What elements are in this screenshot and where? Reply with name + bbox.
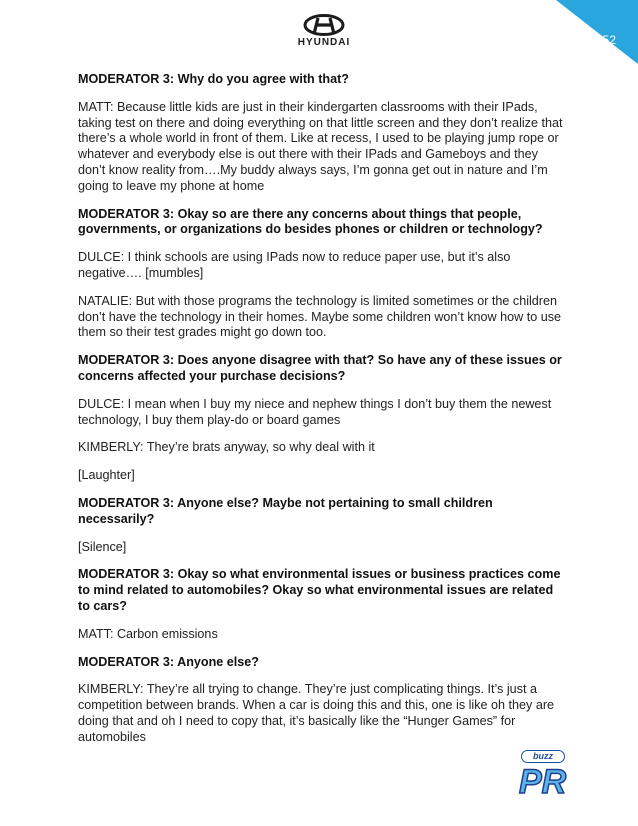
buzz-pr-logo-icon	[519, 750, 565, 814]
moderator-question: MODERATOR 3: Why do you agree with that?	[78, 72, 350, 86]
participant-response: [Silence]	[78, 539, 127, 554]
brand-small-text: buzz	[521, 750, 565, 763]
participant-response: DULCE: I mean when I buy my niece and nephew things I don’t buy them the newest technology, I buy them play-do or board games	[78, 396, 552, 427]
participant-response: DULCE: I think schools are using IPads now to reduce paper use, but it’s also negative…. [mumbles]	[78, 250, 511, 280]
header-logo	[284, 14, 364, 48]
participant-response: NATALIE: But with those programs the technology is limited sometimes or the children don’t have the technology in their homes. Maybe some children won’t know how to use them so their test grades might go down too.	[78, 293, 562, 340]
moderator-question: MODERATOR 3: Okay so what environmental issues or business practices come to mind related to automobiles? Okay so what environmental issues are related to cars?	[78, 567, 561, 613]
participant-response: MATT: Carbon emissions	[78, 626, 218, 641]
moderator-question: MODERATOR 3: Anyone else?	[78, 654, 260, 669]
transcript-body	[78, 72, 564, 758]
participant-response: MATT: Because little kids are just in their kindergarten classrooms with their IPads, taking test on there and doing everything on that little screen and they don’t realize that there’s a whole world in front of them. Like at recess, I used to be playing jump rope or whatever and everybody else is out there with their IPads and Gameboys and they don’t know reality from….My buddy always says, I’m gonna get out in nature and I’m going to leave my phone at home	[78, 99, 563, 193]
brand-big-text: PR	[519, 763, 567, 801]
page-number: 52	[602, 33, 616, 47]
participant-response: KIMBERLY: They’re brats anyway, so why deal with it	[78, 440, 375, 455]
participant-response: [Laughter]	[78, 468, 135, 483]
page-corner-tab	[556, 0, 638, 64]
hyundai-logo-icon	[303, 14, 345, 36]
moderator-question: MODERATOR 3: Anyone else? Maybe not pertaining to small children necessarily?	[78, 495, 493, 526]
moderator-question: MODERATOR 3: Does anyone disagree with that? So have any of these issues or concerns affected your purchase decisions?	[78, 353, 562, 383]
moderator-question: MODERATOR 3: Okay so are there any concerns about things that people, governments, or organizations do besides phones or children or technology?	[78, 206, 543, 237]
participant-response: KIMBERLY: They’re all trying to change. They’re just complicating things. It’s just a competition between brands. When a car is doing this and this, one is like oh they are doing that and oh I need to copy that, it’s basically like the “Hunger Games” for automobiles	[78, 682, 555, 744]
logo-wordmark: HYUNDAI	[297, 37, 351, 48]
